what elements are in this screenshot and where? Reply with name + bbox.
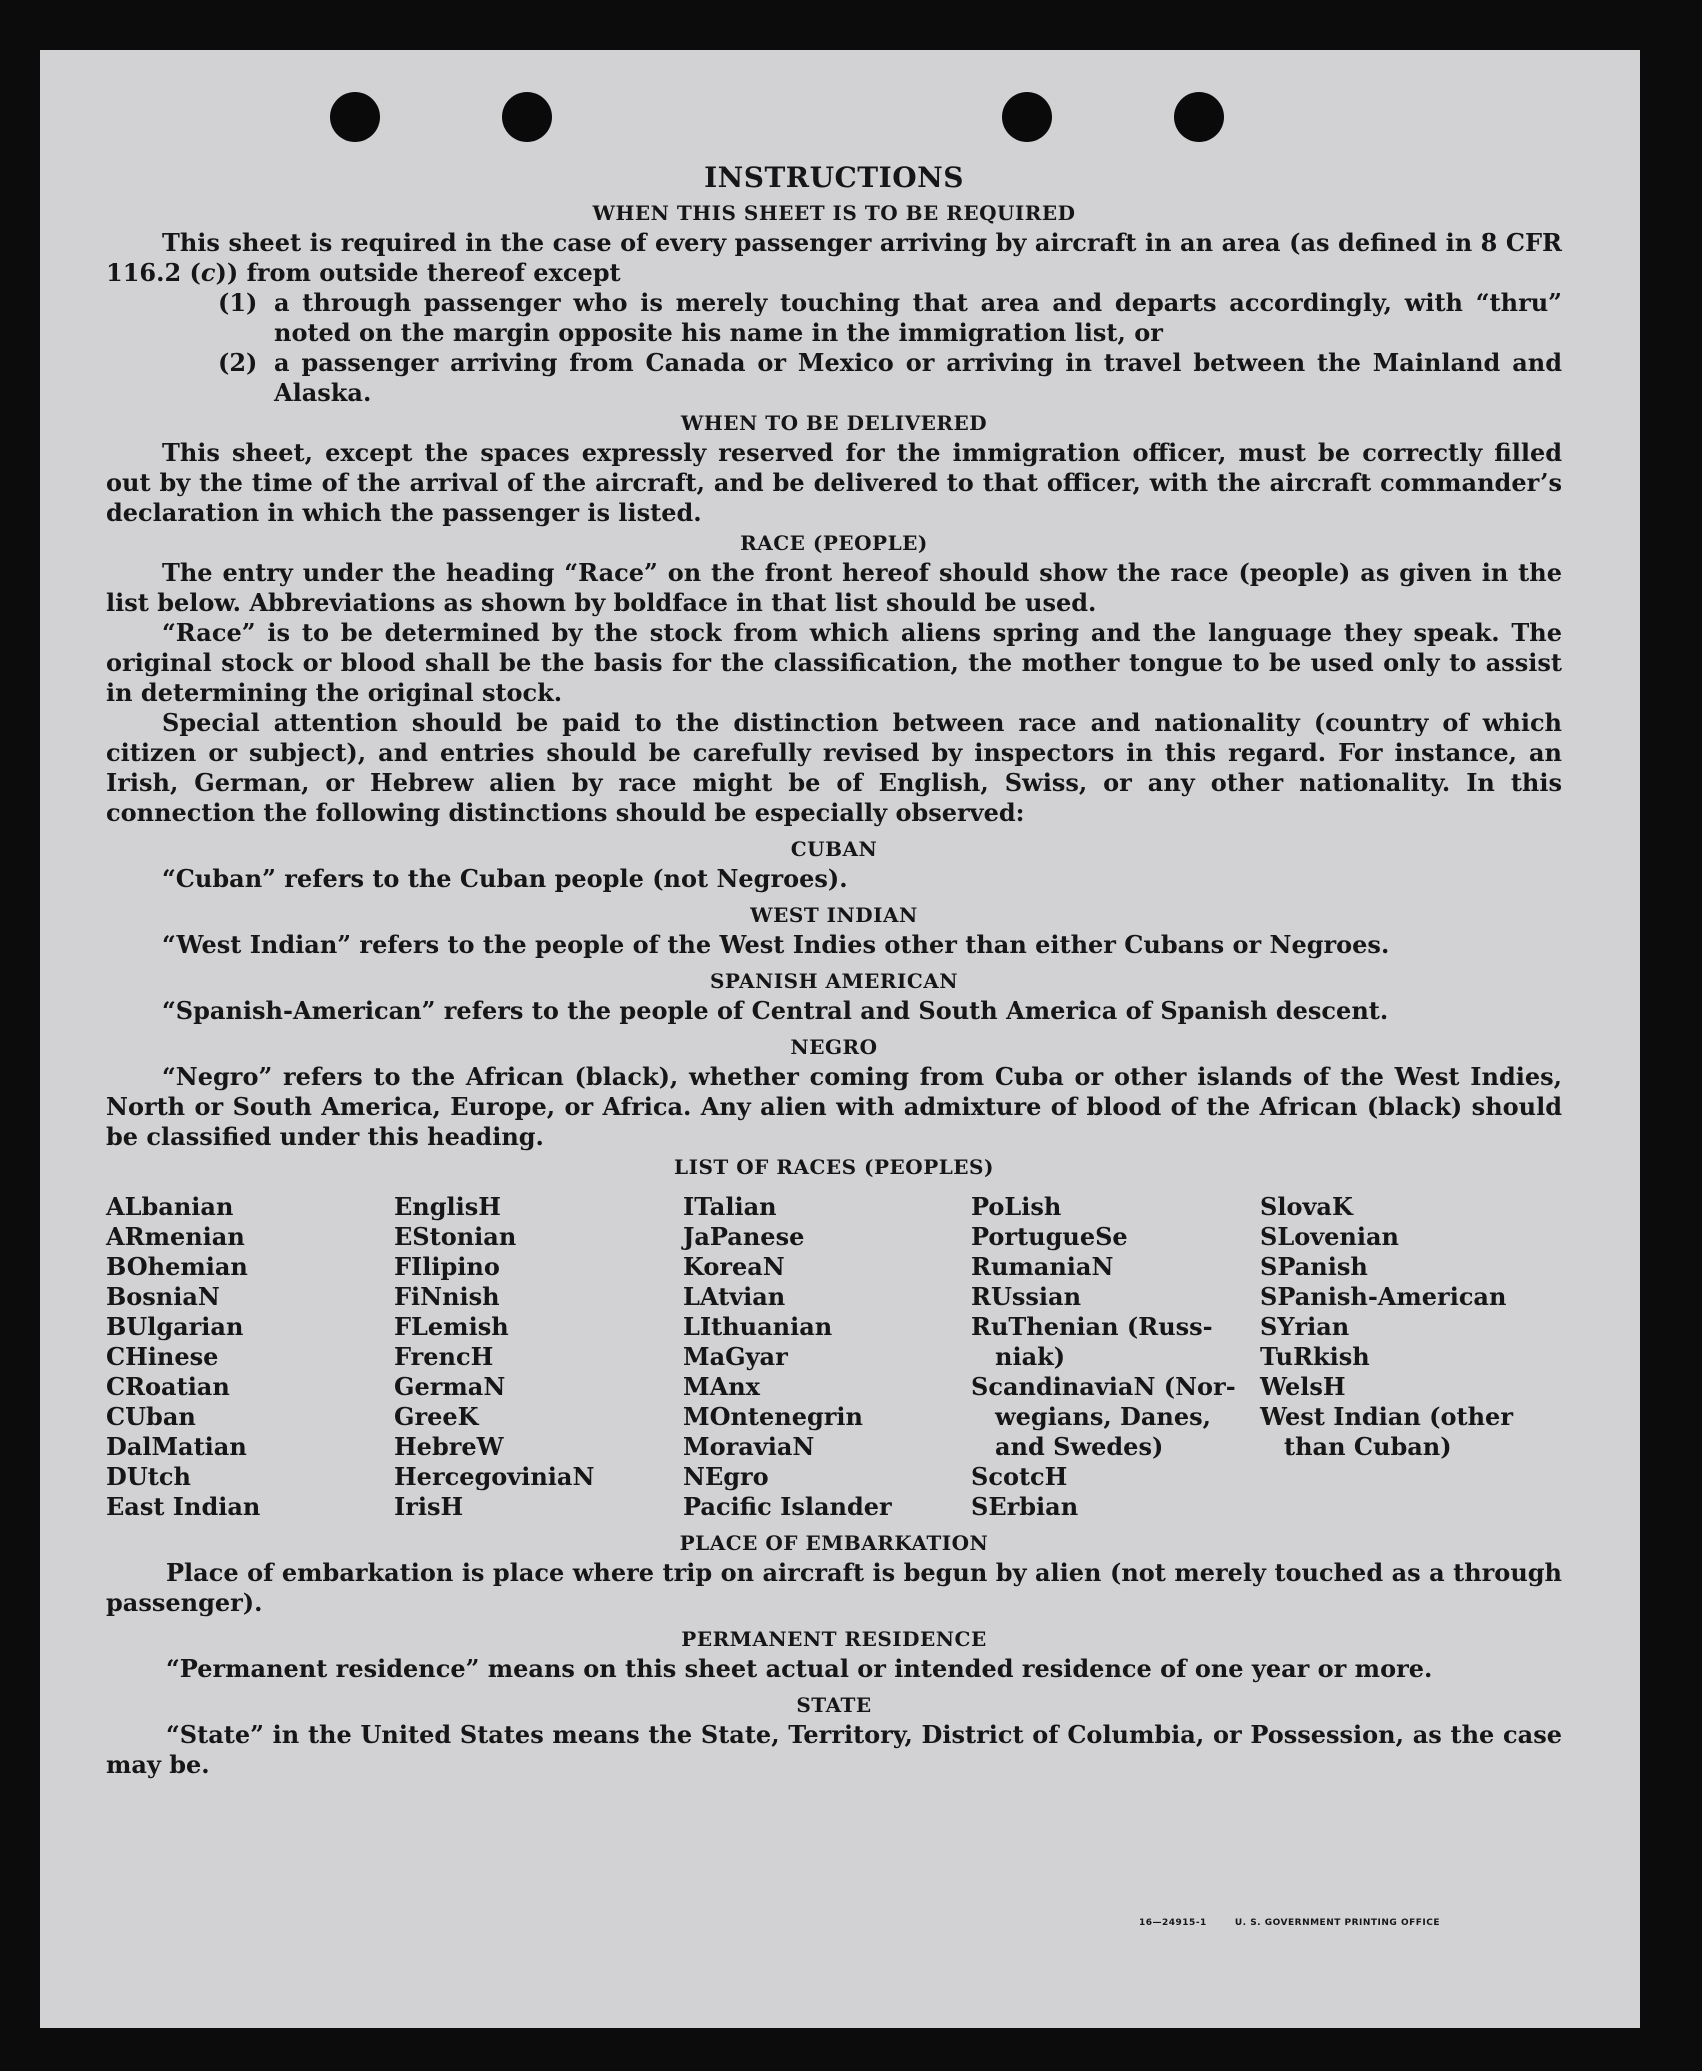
race-item: SYrian bbox=[1260, 1312, 1350, 1341]
race-item: IrisH bbox=[394, 1492, 464, 1521]
state-text: “State” in the United States means the State, Territory, District of Columbia, or Possession, as the case may be. bbox=[106, 1720, 1562, 1779]
required-paragraph bbox=[106, 228, 1562, 288]
race-item: CHinese bbox=[106, 1342, 219, 1371]
heading-permanent-residence: PERMANENT RESIDENCE bbox=[681, 1627, 987, 1651]
heading-when-delivered: WHEN TO BE DELIVERED bbox=[680, 411, 988, 435]
race-item: PoLish bbox=[971, 1192, 1062, 1221]
race-item: MAnx bbox=[683, 1372, 760, 1401]
race-item: West Indian (other bbox=[1260, 1402, 1513, 1431]
race-item: WelsH bbox=[1260, 1372, 1346, 1401]
west-indian-text: “West Indian” refers to the people of the West Indies other than either Cubans or Negroes. bbox=[162, 930, 1390, 959]
race-item: MoraviaN bbox=[683, 1432, 815, 1461]
race-p1-boldface: boldface bbox=[613, 588, 728, 617]
race-item: MOntenegrin bbox=[683, 1402, 863, 1431]
exception-text: a passenger arriving from Canada or Mexico or arriving in travel between the Mainland and Alaska. bbox=[274, 348, 1562, 407]
race-item: RumaniaN bbox=[971, 1252, 1114, 1281]
race-item: ALbanian bbox=[106, 1192, 234, 1221]
exception-text: a through passenger who is merely touching that area and departs accordingly, with “thru” noted on the margin opposite his name in the immigration list, or bbox=[274, 288, 1562, 347]
race-paragraph-2: “Race” is to be determined by the stock from which aliens spring and the language they speak. The original stock or blood shall be the basis for the classification, the mother tongue to be used only to assist in determining the original stock. bbox=[106, 618, 1562, 707]
race-item: HercegoviniaN bbox=[394, 1462, 595, 1491]
race-paragraph-1 bbox=[106, 558, 1562, 618]
heading-race: RACE (PEOPLE) bbox=[740, 531, 928, 555]
residence-text: “Permanent residence” means on this sheet actual or intended residence of one year or more. bbox=[166, 1654, 1433, 1683]
race-item: ScotcH bbox=[971, 1462, 1068, 1491]
punch-hole bbox=[1002, 92, 1052, 142]
race-item: GreeK bbox=[394, 1402, 479, 1431]
required-text-c: c bbox=[200, 258, 216, 287]
race-column bbox=[106, 1192, 394, 1522]
page-title: INSTRUCTIONS bbox=[704, 161, 964, 194]
required-text-a: This sheet is required in the case of every passenger arriving by aircraft in an area (as defined in 8 CFR 116.2 ( bbox=[106, 228, 1562, 287]
race-list bbox=[106, 1192, 1562, 1522]
race-item: SPanish bbox=[1260, 1252, 1368, 1281]
heading-negro: NEGRO bbox=[790, 1035, 878, 1059]
race-item: BOhemian bbox=[106, 1252, 248, 1281]
race-column bbox=[394, 1192, 683, 1522]
race-paragraph-3: Special attention should be paid to the distinction between race and nationality (country of which citizen or subject), and entries should be carefully revised by inspectors in this regard. For instance, an Irish, German, or Hebrew alien by race might be of English, Swiss, or any other nationality. In this connection the following distinctions should be especially observed: bbox=[106, 708, 1562, 827]
heading-list-of-races: LIST OF RACES (PEOPLES) bbox=[674, 1155, 994, 1179]
race-p1-text: The entry under the heading “Race” on the front hereof should show the race (people) as given in the list below. Abbreviations as shown by bbox=[106, 558, 1562, 617]
punch-hole bbox=[1174, 92, 1224, 142]
race-item: CRoatian bbox=[106, 1372, 230, 1401]
race-item: PortugueSe bbox=[971, 1222, 1128, 1251]
race-item: Pacific Islander bbox=[683, 1492, 892, 1521]
race-item: ARmenian bbox=[106, 1222, 245, 1251]
race-item: SlovaK bbox=[1260, 1192, 1353, 1221]
heading-state: STATE bbox=[796, 1693, 872, 1717]
instructions-body bbox=[106, 160, 1562, 1780]
spanish-american-text: “Spanish-American” refers to the people of Central and South America of Spanish descent. bbox=[162, 996, 1389, 1025]
race-item: CUban bbox=[106, 1402, 196, 1431]
race-item: GermaN bbox=[394, 1372, 506, 1401]
embarkation-text: Place of embarkation is place where trip on aircraft is begun by alien (not merely touched as a through passenger). bbox=[106, 1558, 1562, 1617]
race-item: FLemish bbox=[394, 1312, 509, 1341]
race-item: EStonian bbox=[394, 1222, 517, 1251]
race-item: BosniaN bbox=[106, 1282, 220, 1311]
race-item: RuThenian (Russ- bbox=[971, 1312, 1213, 1341]
race-item: DUtch bbox=[106, 1462, 191, 1491]
race-column bbox=[683, 1192, 971, 1522]
race-item: EnglisH bbox=[394, 1192, 501, 1221]
exception-item bbox=[106, 288, 1562, 348]
race-item: LIthuanian bbox=[683, 1312, 833, 1341]
cuban-text: “Cuban” refers to the Cuban people (not Negroes). bbox=[162, 864, 848, 893]
punch-hole bbox=[502, 92, 552, 142]
race-column bbox=[1260, 1192, 1562, 1522]
race-item: ScandinaviaN (Nor- bbox=[971, 1372, 1236, 1401]
exception-number: (2) bbox=[218, 348, 258, 377]
race-item-continued: and Swedes) bbox=[995, 1432, 1164, 1461]
heading-embarkation: PLACE OF EMBARKATION bbox=[679, 1531, 989, 1555]
race-item: NEgro bbox=[683, 1462, 769, 1491]
race-item: LAtvian bbox=[683, 1282, 786, 1311]
race-column bbox=[971, 1192, 1260, 1522]
race-item: DalMatian bbox=[106, 1432, 247, 1461]
document-page bbox=[40, 50, 1640, 2028]
heading-when-required: WHEN THIS SHEET IS TO BE REQUIRED bbox=[592, 201, 1076, 225]
required-except: except bbox=[533, 258, 621, 287]
race-item: BUlgarian bbox=[106, 1312, 244, 1341]
required-text-b: )) from outside thereof bbox=[215, 258, 534, 287]
heading-west-indian: WEST INDIAN bbox=[750, 903, 918, 927]
race-item: FrencH bbox=[394, 1342, 494, 1371]
delivered-paragraph: This sheet, except the spaces expressly reserved for the immigration officer, must be correctly filled out by the time of the arrival of the aircraft, and be delivered to that officer, with the aircraft commander’s declaration in which the passenger is listed. bbox=[106, 438, 1562, 527]
heading-spanish-american: SPANISH AMERICAN bbox=[709, 969, 959, 993]
race-item: East Indian bbox=[106, 1492, 261, 1521]
exception-item bbox=[106, 348, 1562, 408]
race-item: SLovenian bbox=[1260, 1222, 1399, 1251]
race-item: FiNnish bbox=[394, 1282, 500, 1311]
heading-cuban: CUBAN bbox=[790, 837, 878, 861]
race-item: HebreW bbox=[394, 1432, 504, 1461]
race-item: TuRkish bbox=[1260, 1342, 1370, 1371]
punch-hole bbox=[330, 92, 380, 142]
race-item-continued: than Cuban) bbox=[1284, 1432, 1452, 1461]
race-item: RUssian bbox=[971, 1282, 1082, 1311]
printer-name: U. S. GOVERNMENT PRINTING OFFICE bbox=[1234, 1918, 1440, 1928]
race-item: SPanish-American bbox=[1260, 1282, 1507, 1311]
race-p1-text-end: in that list should be used. bbox=[727, 588, 1097, 617]
race-item: JaPanese bbox=[683, 1222, 805, 1251]
race-item-continued: wegians, Danes, bbox=[995, 1402, 1211, 1431]
race-item: ITalian bbox=[683, 1192, 777, 1221]
race-item-continued: niak) bbox=[995, 1342, 1066, 1371]
print-imprint bbox=[1139, 1918, 1440, 1928]
negro-text: “Negro” refers to the African (black), whether coming from Cuba or other islands of the West Indies, North or South America, Europe, or Africa. Any alien with admixture of blood of the African (black) should be classified under this heading. bbox=[106, 1062, 1562, 1151]
race-item: KoreaN bbox=[683, 1252, 785, 1281]
exception-number: (1) bbox=[218, 288, 258, 317]
form-code: 16—24915-1 bbox=[1138, 1918, 1207, 1928]
race-item: MaGyar bbox=[683, 1342, 788, 1371]
race-item: FIlipino bbox=[394, 1252, 500, 1281]
race-item: SErbian bbox=[971, 1492, 1079, 1521]
